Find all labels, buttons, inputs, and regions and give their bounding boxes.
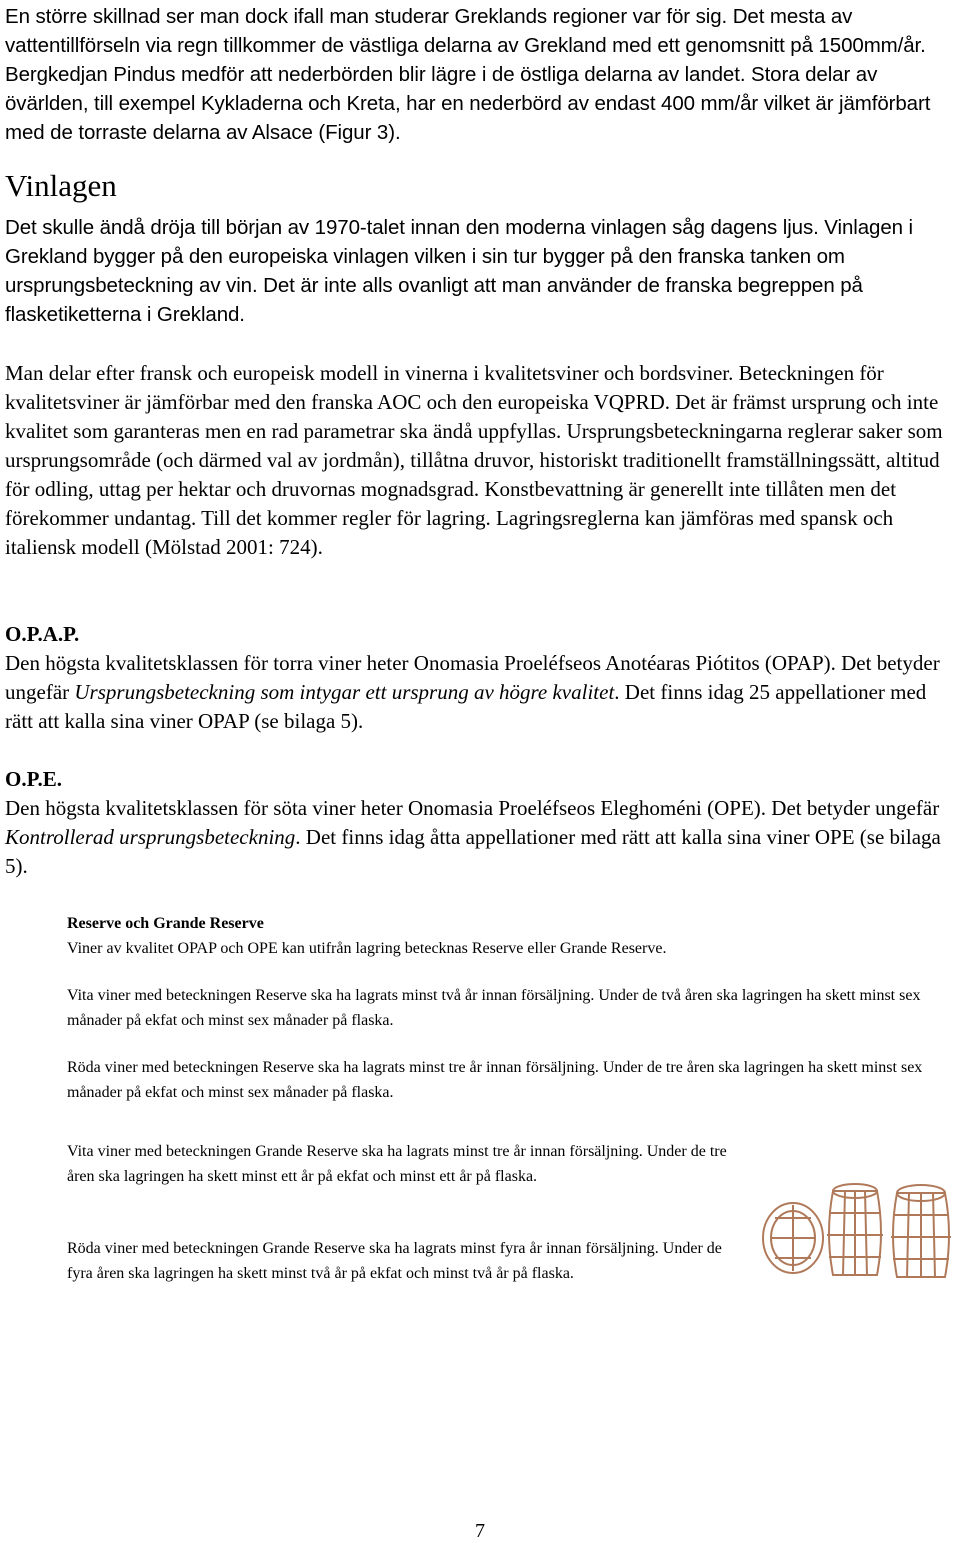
opap-italic: Ursprungsbeteckning som intygar ett ursprung av högre kvalitet: [74, 680, 615, 704]
opap-text-after: . Det finns idag 25 appellationer med rätt att kalla sina viner OPAP (se bilaga 5).: [5, 680, 927, 733]
red-grande-paragraph: Röda viner med beteckningen Grande Reserve ska ha lagrats minst fyra år innan försäljning. Under de fyra åren ska lagringen ha skett minst två år på ekfat och minst två år på flaska.: [67, 1240, 722, 1282]
red-reserve-paragraph: Röda viner med beteckningen Reserve ska ha lagrats minst tre år innan försäljning. Under de tre åren ska lagringen ha skett minst sex månader på ekfat och minst sex månader på flaska.: [67, 1059, 923, 1101]
reserve-section: [67, 911, 955, 961]
vinlagen-heading: Vinlagen: [5, 168, 117, 203]
ope-heading: O.P.E.: [5, 767, 62, 791]
wine-barrels-illustration: [755, 1163, 960, 1283]
ope-text-before: Den högsta kvalitetsklassen för söta viner heter Onomasia Proeléfseos Eleghoméni (OPE). Det betyder ungefär: [5, 796, 940, 820]
vinlagen-paragraph: Det skulle ändå dröja till början av 1970-talet innan den moderna vinlagen såg dagens ljus. Vinlagen i Grekland bygger på den europeiska vinlagen vilken i sin tur bygger på den franska tanken om ursprungsbeteckning av vin. Det är inte alls ovanligt att man använder de franska begreppen på flasketiketterna i Grekland.: [5, 216, 913, 326]
opap-paragraph: [5, 649, 955, 736]
white-grande-paragraph: Vita viner med beteckningen Grande Reserve ska ha lagrats minst tre år innan försäljning. Under de tre åren ska lagringen ha skett minst ett år på ekfat och minst ett år på flaska.: [67, 1143, 727, 1185]
ope-italic: Kontrollerad ursprungsbeteckning: [5, 825, 296, 849]
model-paragraph: Man delar efter fransk och europeisk modell in vinerna i kvalitetsviner och bordsviner. Beteckningen för kvalitetsviner är jämförbar med den franska AOC och den europeiska VQPRD. Det är främst ursprung och inte kvalitet som garanteras men en rad parametrar ska ändå uppfyllas. Ursprungsbeteckningarna reglerar saker som ursprungsområde (och därmed val av jordmån), tillåtna druvor, historiskt traditionellt framställningssätt, altitud för odling, uttag per hektar och druvornas mognadsgrad. Konstbevattning är generellt inte tillåten men det förekommer undantag. Till det kommer regler för lagring. Lagringsreglerna kan jämföras med spansk och italiensk modell (Mölstad 2001: 724).: [5, 361, 943, 559]
reserve-intro: Viner av kvalitet OPAP och OPE kan utifrån lagring betecknas Reserve eller Grande Reserve.: [67, 940, 667, 957]
intro-paragraph: En större skillnad ser man dock ifall man studerar Greklands regioner var för sig. Det mesta av vattentillförseln via regn tillkommer de västliga delarna av Grekland med ett genomsnitt på 1500mm/år. Bergkedjan Pindus medför att nederbörden blir lägre i de östliga delarna av landet. Stora delar av övärlden, till exempel Kykladerna och Kreta, har en nederbörd av endast 400 mm/år vilket är jämförbart med de torraste delarna av Alsace (Figur 3).: [5, 5, 931, 144]
ope-paragraph: [5, 794, 955, 881]
reserve-heading: Reserve och Grande Reserve: [67, 915, 264, 932]
opap-heading: O.P.A.P.: [5, 622, 80, 646]
page-number: 7: [475, 1520, 485, 1542]
white-reserve-paragraph: Vita viner med beteckningen Reserve ska ha lagrats minst två år innan försäljning. Under de två åren ska lagringen ha skett minst sex månader på ekfat och minst sex månader på flaska.: [67, 987, 921, 1029]
ope-text-after: . Det finns idag åtta appellationer med rätt att kalla sina viner OPE (se bilaga 5).: [5, 825, 941, 878]
opap-text-before: Den högsta kvalitetsklassen för torra viner heter Onomasia Proeléfseos Anotéaras Piótitos (OPAP). Det betyder ungefär: [5, 651, 940, 704]
